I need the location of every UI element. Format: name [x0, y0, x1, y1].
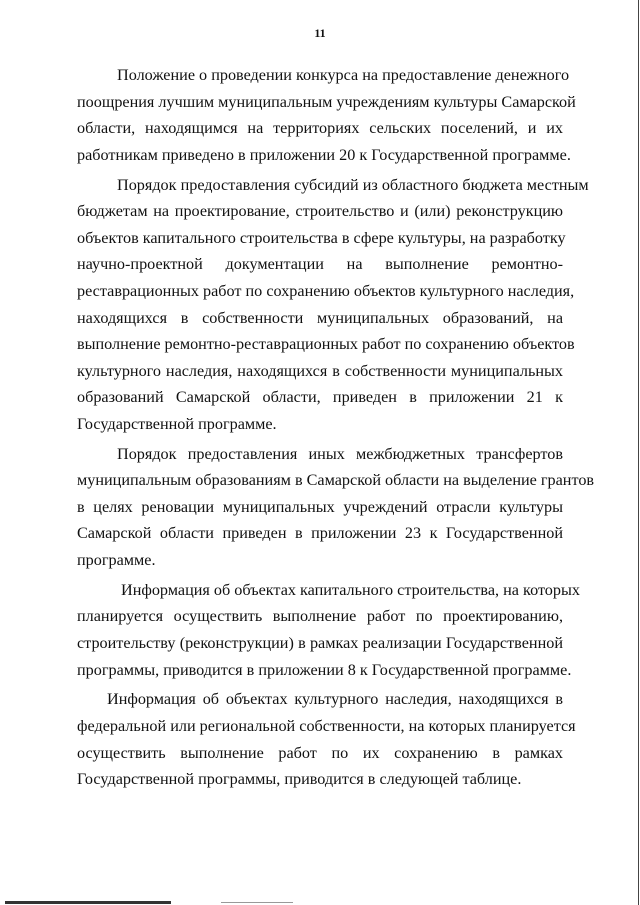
text-line: образований Самарской области, приведен в приложении 21 к [77, 388, 563, 407]
paragraph [77, 441, 595, 574]
text-line: Порядок предоставления субсидий из областного бюджета местным [117, 175, 589, 194]
text-line: строительству (реконструкции) в рамках реализации Государственной [77, 634, 563, 653]
page-number: 11 [314, 26, 326, 40]
text-line: федеральной или региональной собственности, на которых планируется [77, 717, 576, 735]
text-line: реставрационных работ по сохранению объектов культурного наследия, [77, 281, 575, 300]
text-line: программы, приводится в приложении 8 к Государственной программе. [77, 660, 572, 679]
document-body [77, 62, 595, 796]
text-line: муниципальным образованиям в Самарской области на выделение грантов [77, 471, 595, 490]
paragraph [77, 686, 576, 792]
text-line: планируется осуществить выполнение работ по проектированию, [77, 607, 563, 626]
paragraph [77, 577, 580, 683]
text-line: Положение о проведении конкурса на предоставление денежного [117, 66, 570, 84]
scan-border-line [221, 902, 293, 903]
scan-border-line [5, 901, 171, 904]
text-line: научно-проектной документации на выполнение ремонтно- [77, 255, 563, 274]
text-line: Государственной программе. [77, 414, 277, 433]
text-line: программе. [77, 551, 156, 570]
text-line: осуществить выполнение работ по их сохранению в рамках [77, 743, 563, 762]
text-line: поощрения лучшим муниципальным учреждениям культуры Самарской [77, 92, 576, 111]
text-line: Информация об объектах капитального строительства, на которых [121, 580, 580, 599]
text-line: в целях реновации муниципальных учреждений отрасли культуры [77, 497, 563, 516]
text-line: объектов капитального строительства в сфере культуры, на разработку [77, 228, 566, 247]
paragraph [77, 172, 589, 438]
scan-edge [638, 0, 639, 905]
text-line: работникам приведено в приложении 20 к Государственной программе. [77, 145, 571, 164]
text-line: Самарской области приведен в приложении 23 к Государственной [77, 524, 563, 543]
text-line: Государственной программы, приводится в следующей таблице. [77, 770, 522, 789]
text-line: Информация об объектах культурного наследия, находящихся в [107, 690, 563, 709]
text-line: выполнение ремонтно-реставрационных работ по сохранению объектов [77, 335, 575, 354]
text-line: Порядок предоставления иных межбюджетных трансфертов [117, 444, 563, 463]
paragraph [77, 62, 576, 168]
text-line: находящихся в собственности муниципальных образований, на [77, 308, 563, 327]
text-line: бюджетам на проектирование, строительство и (или) реконструкцию [77, 202, 563, 221]
text-line: культурного наследия, находящихся в собственности муниципальных [77, 361, 563, 380]
text-line: области, находящимся на территориях сельских поселений, и их [77, 119, 563, 138]
